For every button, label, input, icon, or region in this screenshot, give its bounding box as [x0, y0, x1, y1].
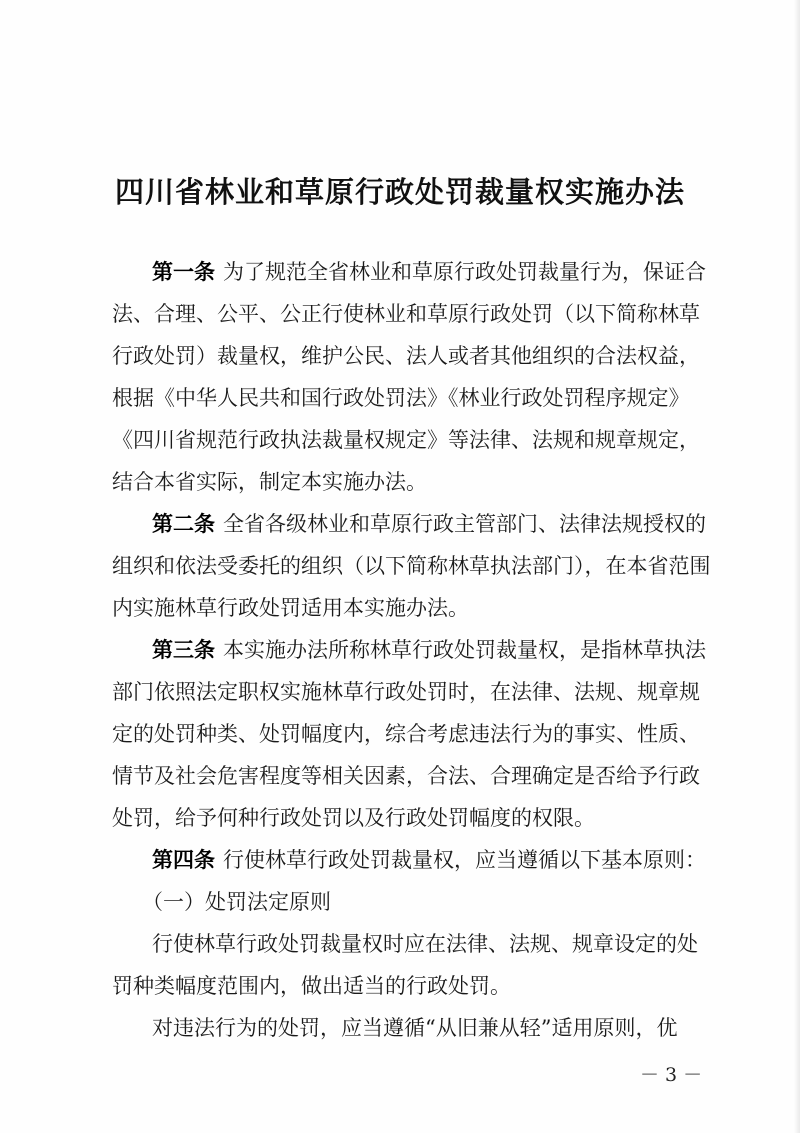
- article-1-line-5: 《四川省规范行政执法裁量权规定》等法律、法规和规章规定，: [112, 428, 700, 452]
- article-1-label: 第一条: [152, 260, 215, 284]
- article-4-text-1: 行使林草行政处罚裁量权，应当遵循以下基本原则：: [223, 848, 706, 872]
- article-3-line-3: 定的处罚种类、处罚幅度内，综合考虑违法行为的事实、性质、: [112, 722, 700, 746]
- article-4-line-1: [0, 846, 800, 874]
- article-1-line-6: 结合本省实际，制定本实施办法。: [112, 470, 427, 494]
- article-2-label: 第二条: [152, 512, 215, 536]
- article-3-line-4: 情节及社会危害程度等相关因素，合法、合理确定是否给予行政: [112, 764, 700, 788]
- article-1-line-3: 行政处罚）裁量权，维护公民、法人或者其他组织的合法权益，: [112, 344, 700, 368]
- article-2-line-3: 内实施林草行政处罚适用本实施办法。: [112, 596, 469, 620]
- article-3-line-2: 部门依照法定职权实施林草行政处罚时，在法律、法规、规章规: [112, 680, 700, 704]
- article-3-line-1: [0, 636, 800, 664]
- article-2-line-2: 组织和依法受委托的组织（以下简称林草执法部门），在本省范围: [112, 554, 711, 578]
- principle-1-para-1-line-1: 行使林草行政处罚裁量权时应在法律、法规、规章设定的处: [152, 932, 698, 956]
- article-1-line-4: 根据《中华人民共和国行政处罚法》《林业行政处罚程序规定》: [112, 386, 690, 410]
- article-3-text-1: 本实施办法所称林草行政处罚裁量权，是指林草执法: [223, 638, 706, 662]
- page-number: － 3 －: [640, 1064, 703, 1086]
- article-1-line-1: [0, 258, 800, 286]
- article-1-text-1: 为了规范全省林业和草原行政处罚裁量行为，保证合: [223, 260, 706, 284]
- article-3-label: 第三条: [152, 638, 215, 662]
- article-3-line-5: 处罚，给予何种行政处罚以及行政处罚幅度的权限。: [112, 806, 595, 830]
- principle-1-para-2-line-1: 对违法行为的处罚，应当遵循“从旧兼从轻”适用原则，优: [152, 1016, 678, 1040]
- principle-1-heading: （一）处罚法定原则: [142, 890, 331, 914]
- article-2-line-1: [0, 510, 800, 538]
- article-2-text-1: 全省各级林业和草原行政主管部门、法律法规授权的: [223, 512, 706, 536]
- principle-1-para-1-line-2: 罚种类幅度范围内，做出适当的行政处罚。: [112, 974, 511, 998]
- article-1-line-2: 法、合理、公平、公正行使林业和草原行政处罚（以下简称林草: [112, 302, 700, 326]
- article-4-label: 第四条: [152, 848, 215, 872]
- document-title: 四川省林业和草原行政处罚裁量权实施办法: [114, 175, 685, 209]
